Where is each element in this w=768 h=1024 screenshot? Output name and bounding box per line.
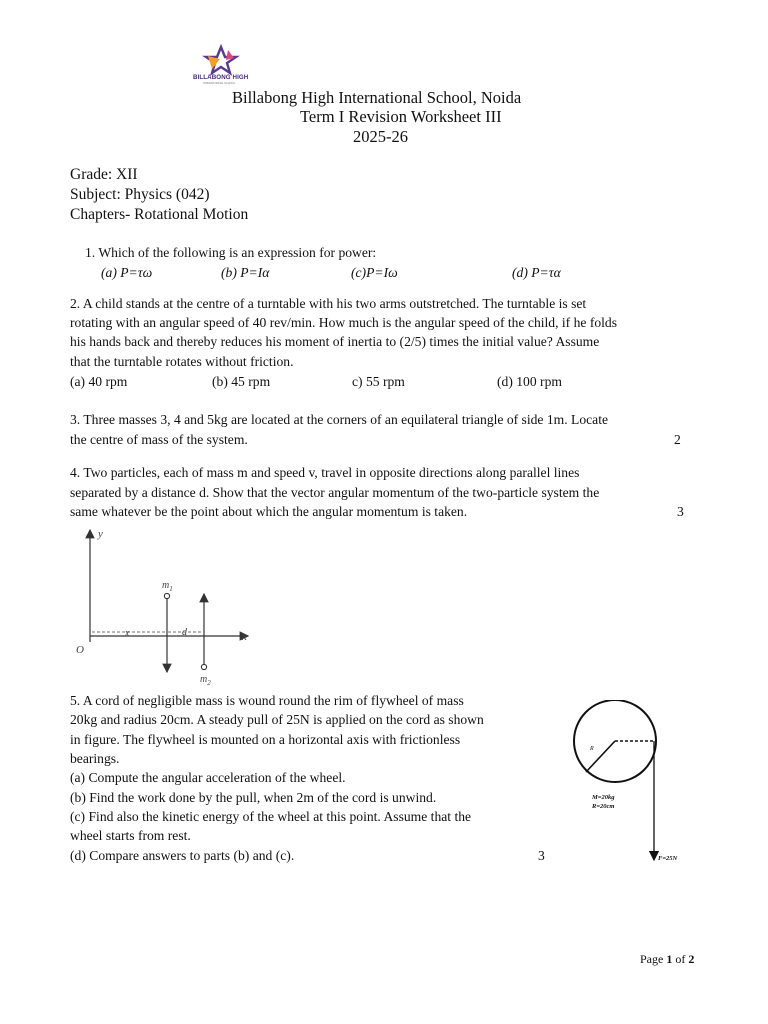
option-d: (d) P=τα xyxy=(512,265,561,280)
chapters: Chapters- Rotational Motion xyxy=(70,206,249,223)
question-line: 3. Three masses 3, 4 and 5kg are located at the corners of an equilateral triangle of side 1m. Locate xyxy=(70,412,609,427)
option-c: (c)P=Iω xyxy=(351,265,398,280)
question-line: 2. A child stands at the centre of a turntable with his two arms outstretched. The turntable is set xyxy=(70,296,587,311)
question-line: that the turntable rotates without friction. xyxy=(70,354,294,369)
question-line: bearings. xyxy=(70,751,120,766)
total-pages: 2 xyxy=(688,952,695,966)
marks: 3 xyxy=(538,848,545,863)
x-axis-label: x xyxy=(242,631,247,643)
question-line: (b) Find the work done by the pull, when 2m of the cord is unwind. xyxy=(70,790,437,805)
question-line: 20kg and radius 20cm. A steady pull of 25N is applied on the cord as shown xyxy=(70,712,484,727)
question-line: in figure. The flywheel is mounted on a horizontal axis with frictionless xyxy=(70,732,461,747)
question-line: his hands back and thereby reduces his moment of inertia to (2/5) times the initial value? Assume xyxy=(70,334,600,349)
two-particle-diagram xyxy=(70,522,260,688)
subject: Subject: Physics (042) xyxy=(70,186,210,203)
marks: 2 xyxy=(674,432,681,447)
school-name: Billabong High International School, Noida xyxy=(232,88,522,107)
star-logo-icon xyxy=(190,44,252,76)
question-line: 4. Two particles, each of mass m and speed v, travel in opposite directions along parallel lines xyxy=(70,465,580,480)
question-line: 5. A cord of negligible mass is wound round the rim of flywheel of mass xyxy=(70,693,464,708)
radius-value-label: R=20cm xyxy=(592,803,615,810)
option-b: (b) P=Iα xyxy=(221,265,270,280)
marks: 3 xyxy=(677,504,684,519)
option-a: (a) 40 rpm xyxy=(70,374,128,389)
question-line: the centre of mass of the system. xyxy=(70,432,248,447)
option-a: (a) P=τω xyxy=(101,265,153,280)
radius-label: R xyxy=(590,746,594,752)
school-logo xyxy=(190,44,252,90)
mass-label: M=20kg xyxy=(592,794,615,801)
question-line: (c) Find also the kinetic energy of the wheel at this point. Assume that the xyxy=(70,809,472,824)
grade: Grade: XII xyxy=(70,166,138,183)
d-distance-label: d xyxy=(182,627,187,638)
page-prefix: Page xyxy=(640,952,667,966)
question-line: (d) Compare answers to parts (b) and (c). xyxy=(70,848,295,863)
x-distance-label: x xyxy=(125,628,130,639)
y-axis-label: y xyxy=(98,528,103,540)
option-b: (b) 45 rpm xyxy=(212,374,271,389)
m1-label: $m_1$ xyxy=(162,580,173,593)
logo-name: BILLABONG HIGH xyxy=(193,74,249,81)
option-d: (d) 100 rpm xyxy=(497,374,562,389)
question-line: wheel starts from rest. xyxy=(70,828,191,843)
question-line: separated by a distance d. Show that the vector angular momentum of the two-particle system the xyxy=(70,485,600,500)
logo-subtitle: INTERNATIONAL SCHOOL xyxy=(203,82,236,85)
force-label: F=25N xyxy=(658,855,678,862)
worksheet-title: Term I Revision Worksheet III xyxy=(300,107,502,126)
current-page: 1 xyxy=(666,952,673,966)
page-number xyxy=(640,952,694,967)
question-line: (a) Compute the angular acceleration of the wheel. xyxy=(70,770,346,785)
page-of: of xyxy=(672,952,689,966)
question-line: same whatever be the point about which the angular momentum is taken. xyxy=(70,504,468,519)
particle-m2 xyxy=(201,664,206,669)
question-line: rotating with an angular speed of 40 rev/min. How much is the angular speed of the child, if he folds xyxy=(70,315,618,330)
question-text: 1. Which of the following is an expression for power: xyxy=(85,245,377,260)
m2-label: $m_2$ xyxy=(200,674,211,687)
flywheel-diagram xyxy=(566,700,686,870)
academic-year: 2025-26 xyxy=(353,127,408,146)
origin-label: O xyxy=(76,644,84,656)
option-c: c) 55 rpm xyxy=(352,374,405,389)
particle-m1 xyxy=(164,593,169,598)
